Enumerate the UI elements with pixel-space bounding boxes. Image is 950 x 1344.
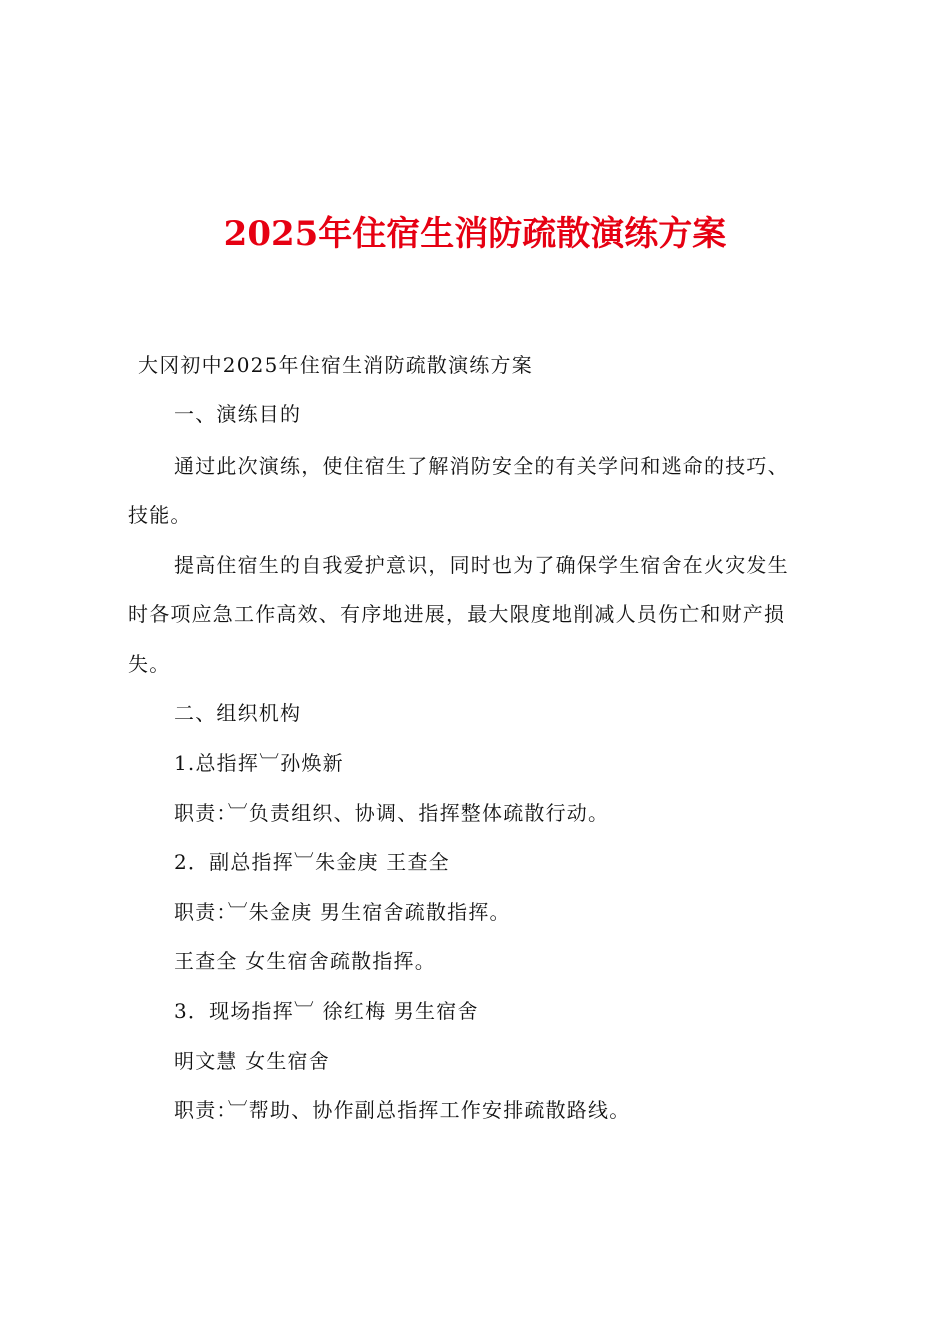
document-subtitle: 大冈初中2025年住宿生消防疏散演练方案 (138, 353, 533, 377)
list-item: 职责：︺负责组织、协调、指挥整体疏散行动。 (174, 801, 610, 825)
list-item: 明文慧 女生宿舍 (174, 1049, 330, 1073)
list-item: 王查全 女生宿舍疏散指挥。 (174, 949, 436, 973)
paragraph-line: 时各项应急工作高效、有序地进展，最大限度地削减人员伤亡和财产损 (128, 602, 786, 626)
paragraph-line: 通过此次演练，使住宿生了解消防安全的有关学问和逃命的技巧、 (174, 454, 789, 478)
paragraph-line: 失。 (128, 652, 171, 676)
section-heading-organization: 二、组织机构 (174, 701, 302, 725)
list-item: 1.总指挥︺孙焕新 (174, 751, 344, 775)
list-item: 职责：︺帮助、协作副总指挥工作安排疏散路线。 (174, 1098, 631, 1122)
list-item: 3．现场指挥︺ 徐红梅 男生宿舍 (174, 999, 479, 1023)
document-title: 2025年住宿生消防疏散演练方案 (223, 214, 727, 254)
list-item: 2．副总指挥︺朱金庚 王查全 (174, 850, 450, 874)
paragraph-line: 提高住宿生的自我爱护意识，同时也为了确保学生宿舍在火灾发生 (174, 553, 789, 577)
section-heading-purpose: 一、演练目的 (174, 402, 302, 426)
paragraph-line: 技能。 (128, 503, 192, 527)
list-item: 职责：︺朱金庚 男生宿舍疏散指挥。 (174, 900, 511, 924)
